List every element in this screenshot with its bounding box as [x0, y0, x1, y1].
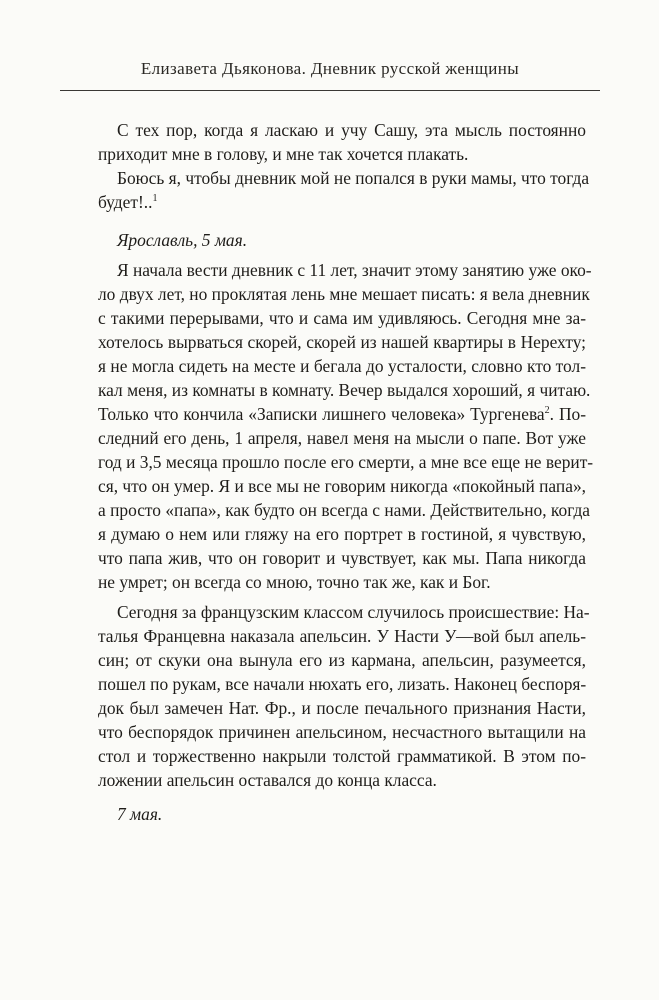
running-head: Елизавета Дьяконова. Дневник русской женщины	[140, 59, 520, 78]
text-line: я думаю о нем или гляжу на его портрет в гостиной, я чувствую,	[98, 524, 586, 544]
text-line: я не могла сидеть на месте и бегала до усталости, словно кто тол-	[98, 356, 586, 376]
text-line: Сегодня за французским классом случилось происшествие: На-	[117, 602, 590, 622]
text-line: Я начала вести дневник с 11 лет, значит этому занятию уже око-	[117, 260, 592, 280]
text-line: с такими перерывами, что и сама им удивляюсь. Сегодня мне за-	[98, 308, 586, 328]
text-line: хотелось вырваться скорей, скорей из нашей квартиры в Нерехту;	[98, 332, 586, 352]
text-line: син; от скуки она вынула его из кармана, апельсин, разумеется,	[98, 650, 586, 670]
entry-date: 7 мая.	[117, 804, 163, 824]
text-line: будет!..$^1$	[98, 192, 158, 212]
text-line: ся, что он умер. Я и все мы не говорим никогда «покойный папа»,	[98, 476, 586, 496]
text-line: что папа жив, что он говорит и чувствует, как мы. Папа никогда	[98, 548, 586, 568]
text-line: следний его день, 1 апреля, навел меня на мысли о папе. Вот уже	[98, 428, 586, 448]
header-divider	[60, 90, 600, 91]
text-line: а просто «папа», как будто он всегда с нами. Действительно, когда	[98, 500, 591, 520]
text-line: не умрет; он всегда со мною, точно так же, как и Бог.	[98, 572, 491, 592]
footnote-ref: 1	[152, 193, 158, 204]
text-line: талья Францевна наказала апельсин. У Насти У—вой был апель-	[98, 626, 586, 646]
text-line: год и 3,5 месяца прошло после его смерти, а мне все еще не верит-	[98, 452, 594, 472]
text-line: ло двух лет, но проклятая лень мне мешает писать: я вела дневник	[98, 284, 590, 304]
text-line: кал меня, из комнаты в комнату. Вечер выдался хороший, я читаю.	[98, 380, 591, 400]
entry-date: Ярославль, 5 мая.	[117, 230, 248, 250]
text-line: док был замечен Нат. Фр., и после печального признания Насти,	[98, 698, 586, 718]
text-line: ложении апельсин оставался до конца класса.	[98, 770, 437, 790]
footnote-ref: 2	[544, 405, 550, 416]
text-line: приходит мне в голову, и мне так хочется плакать.	[98, 144, 469, 164]
text-line: Боюсь я, чтобы дневник мой не попался в руки мамы, что тогда	[117, 168, 590, 188]
text-line: что беспорядок причинен апельсином, несчастного вытащили на	[98, 722, 586, 742]
text-line: пошел по рукам, все начали нюхать его, лизать. Наконец беспоря-	[98, 674, 587, 694]
text-line: стол и торжественно накрыли толстой грамматикой. В этом по-	[98, 746, 586, 766]
text-line: Только что кончила «Записки лишнего человека» Тургенева$^2$. По-	[98, 404, 586, 424]
text-line: С тех пор, когда я ласкаю и учу Сашу, эта мысль постоянно	[117, 120, 586, 140]
